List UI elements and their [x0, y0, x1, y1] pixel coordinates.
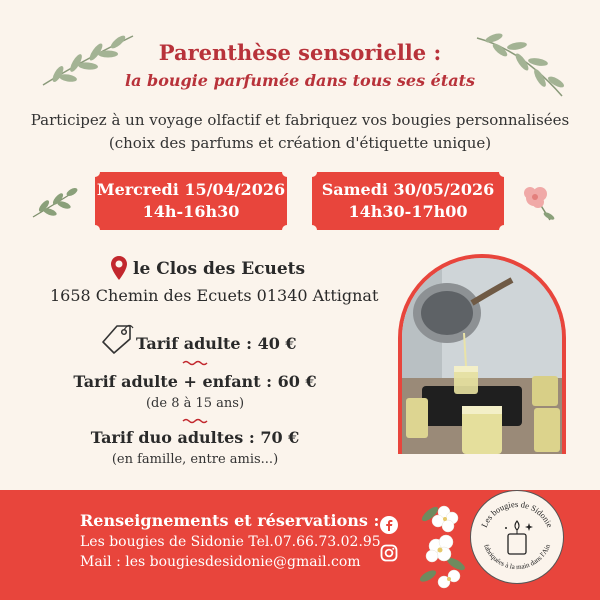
intro-line-1: Participez à un voyage olfactif et fabriquez vos bougies personnalisées [30, 111, 570, 129]
map-pin-icon [110, 255, 128, 281]
logo-text-top: Les bougies de Sidonie [478, 498, 556, 529]
logo-text-bottom: fabriquées à la main dans l'Ain [481, 543, 553, 572]
location-address: 1658 Chemin des Ecuets 01340 Attignat [50, 286, 379, 305]
location-name: le Clos des Ecuets [133, 259, 306, 279]
facebook-icon[interactable] [380, 516, 398, 534]
price-tag-icon [100, 322, 134, 356]
price-duo: Tarif duo adultes : 70 € [90, 428, 300, 447]
footer-heading: Renseignements et réservations : [80, 511, 380, 530]
intro-text [20, 109, 580, 155]
divider-squiggle [182, 418, 208, 424]
brand-logo-mark [470, 490, 564, 584]
session-date: Mercredi 15/04/2026 [96, 180, 286, 199]
flower-icon [416, 494, 472, 594]
candle-making-photo [398, 254, 566, 454]
page-subtitle: la bougie parfumée dans tous ses états [124, 71, 476, 90]
price-adult: Tarif adulte : 40 € [136, 334, 297, 353]
footer-mail[interactable]: Mail : les bougiesdesidonie@gmail.com [80, 554, 361, 570]
session-time: 14h30-17h00 [348, 202, 468, 221]
leaf-branch-icon [30, 182, 80, 222]
footer-contact: Les bougies de Sidonie Tel.07.66.73.02.95 [80, 534, 381, 550]
photo-illustration [402, 258, 562, 454]
svg-text:Les bougies de Sidonie [479, 499, 555, 529]
session-date-box [95, 172, 287, 230]
candle-icon [505, 521, 533, 554]
flower-icon [516, 180, 560, 224]
session-time: 14h-16h30 [142, 202, 240, 221]
session-date-box [312, 172, 504, 230]
price-adult-child-note: (de 8 à 15 ans) [145, 396, 245, 411]
intro-line-2: (choix des parfums et création d'étiquette unique) [108, 134, 492, 152]
page-title: Parenthèse sensorielle : [158, 40, 442, 65]
divider-squiggle [182, 360, 208, 366]
price-duo-note: (en famille, entre amis...) [111, 452, 279, 467]
svg-text:fabriquées à la main dans l'Ai [482, 543, 552, 571]
session-date: Samedi 30/05/2026 [321, 180, 495, 199]
instagram-icon[interactable] [380, 544, 398, 562]
price-adult-child: Tarif adulte + enfant : 60 € [73, 372, 317, 391]
